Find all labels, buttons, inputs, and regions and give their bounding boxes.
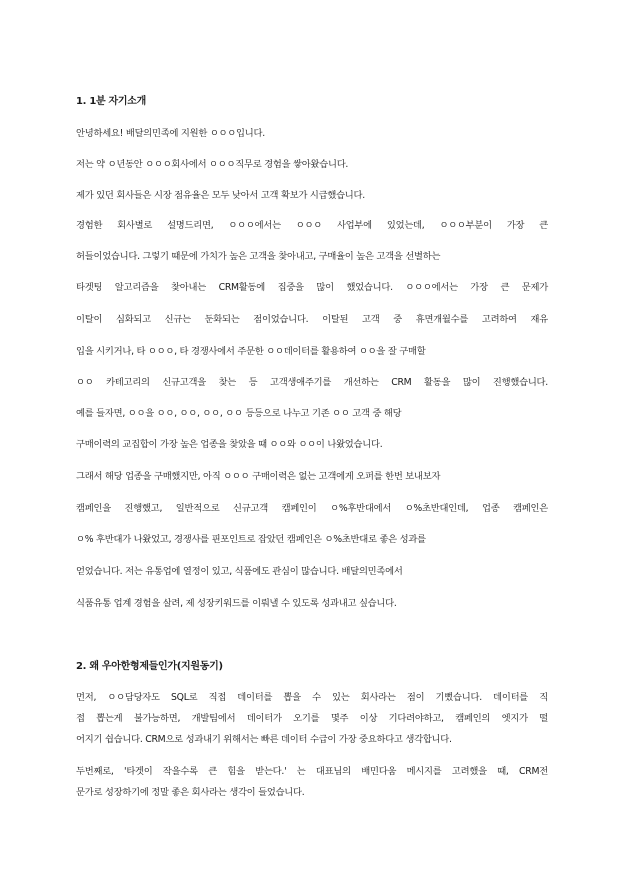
body-line: 접 뽑는게 불가능하면, 개발팀에서 데이터가 오기를 몇주 이상 기다려야하고, 캠페인의 엣지가 떨	[76, 713, 548, 724]
body-line: 타겟팅 알고리즘을 찾아내는 CRM활동에 집중을 많이 했었습니다. ㅇㅇㅇ에서는 가장 큰 문제가	[76, 282, 548, 293]
body-line: ㅇ% 후반대가 나왔었고, 경쟁사를 핀포인트로 잡았던 캠페인은 ㅇ%초반대로 좋은 성과를	[76, 534, 426, 545]
body-line: 허들이었습니다. 그렇기 때문에 가치가 높은 고객을 찾아내고, 구매율이 높은 고객을 선별하는	[76, 251, 441, 262]
body-line: 안녕하세요! 배달의민족에 지원한 ㅇㅇㅇ입니다.	[76, 128, 265, 139]
body-line: 그래서 해당 업종을 구매했지만, 아직 ㅇㅇㅇ 구매이력은 없는 고객에게 오퍼를 한번 보내보자	[76, 471, 441, 482]
section-1-heading: 1. 1분 자기소개	[76, 96, 146, 107]
body-line: ㅇㅇ 카테고리의 신규고객을 찾는 등 고객생애주기를 개선하는 CRM 활동을 많이 진행했습니다.	[76, 377, 548, 388]
body-line: 구매이력의 교집합이 가장 높은 업종을 찾았을 때 ㅇㅇ와 ㅇㅇ이 나왔었습니다.	[76, 439, 383, 450]
body-line: 제가 있던 회사들은 시장 점유율은 모두 낮아서 고객 확보가 시급했습니다.	[76, 190, 365, 201]
body-line: 이탈이 심화되고 신규는 둔화되는 점이었습니다. 이탈된 고객 중 휴면개월수를 고려하여 재유	[76, 314, 548, 325]
body-line: 두번째로, '타겟이 작을수록 큰 힘을 받는다.' 는 대표님의 배민다움 메시지를 고려했을 때, CRM전	[76, 766, 548, 777]
section-2-heading: 2. 왜 우아한형제들인가(지원동기)	[76, 661, 223, 672]
body-line: 캠페인을 진행했고, 일반적으로 신규고객 캠페인이 ㅇ%후반대에서 ㅇ%초반대인데, 업종 캠페인은	[76, 503, 548, 514]
body-line: 어지기 쉽습니다. CRM으로 성과내기 위해서는 빠른 데이터 수급이 가장 중요하다고 생각합니다.	[76, 734, 452, 745]
body-line: 문가로 성장하기에 정말 좋은 회사라는 생각이 들었습니다.	[76, 787, 305, 798]
body-line: 얻었습니다. 저는 유통업에 열정이 있고, 식품에도 관심이 많습니다. 배달의민족에서	[76, 566, 403, 577]
body-line: 저는 약 ㅇ년동안 ㅇㅇㅇ회사에서 ㅇㅇㅇ직무로 경험을 쌓아왔습니다.	[76, 159, 349, 170]
body-line: 식품유통 업계 경험을 살려, 제 성장키워드를 이뤄낼 수 있도록 성과내고 싶습니다.	[76, 598, 397, 609]
body-line: 예를 들자면, ㅇㅇ을 ㅇㅇ, ㅇㅇ, ㅇㅇ, ㅇㅇ 등등으로 나누고 기존 ㅇㅇ 고객 중 해당	[76, 408, 402, 419]
body-line: 입을 시키거나, 타 ㅇㅇㅇ, 타 경쟁사에서 주문한 ㅇㅇ데이터를 활용하여 ㅇㅇ을 잘 구매할	[76, 346, 426, 357]
body-line: 경험한 회사별로 설명드리면, ㅇㅇㅇ에서는 ㅇㅇㅇ 사업부에 있었는데, ㅇㅇㅇ부분이 가장 큰	[76, 220, 548, 231]
body-line: 먼저, ㅇㅇ담당자도 SQL로 직접 데이터를 뽑을 수 있는 회사라는 점이 기뻤습니다. 데이터를 직	[76, 692, 548, 703]
